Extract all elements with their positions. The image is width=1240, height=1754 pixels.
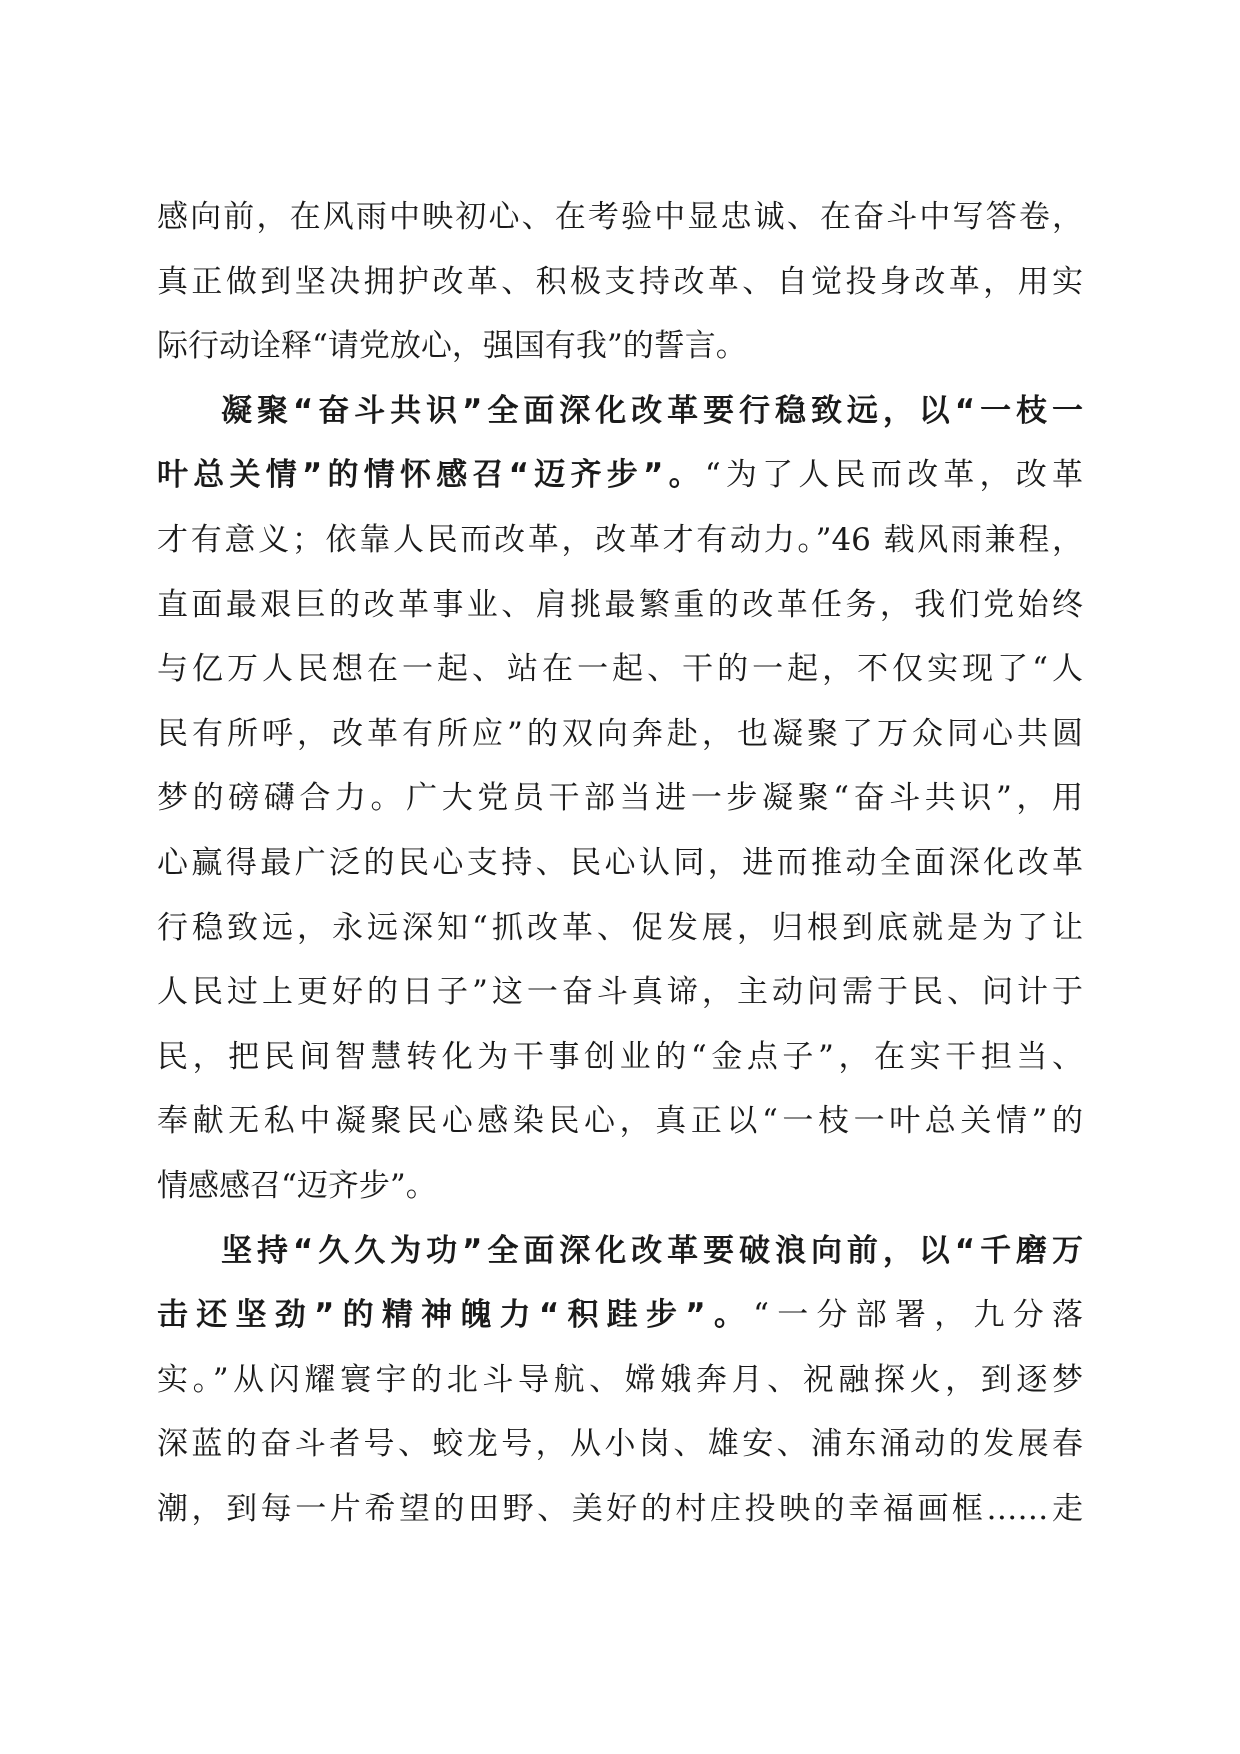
- body-line: 实。”从闪耀寰宇的北斗导航、嫦娥奔月、祝融探火，到逐梦: [157, 1361, 1083, 1398]
- body-line: 真正做到坚决拥护改革、积极支持改革、自觉投身改革，用实: [157, 263, 1083, 300]
- section-heading-line: [157, 443, 1083, 508]
- section-heading-text: 叶总关情”的情怀感召“迈齐步”。: [157, 457, 705, 494]
- section-heading-line: [157, 1219, 1083, 1284]
- section-heading-text: 凝聚“奋斗共识”全面深化改革要行稳致远，以“一枝一: [221, 392, 1083, 429]
- section-heading-line: [157, 379, 1083, 444]
- body-line: 行稳致远，永远深知“抓改革、促发展，归根到底就是为了让: [157, 909, 1083, 946]
- body-line: 奉献无私中凝聚民心感染民心，真正以“一枝一叶总关情”的: [157, 1103, 1083, 1140]
- body-text: “为了人民而改革，改革: [704, 457, 1083, 494]
- section-heading-text: 坚持“久久为功”全面深化改革要破浪向前，以“千磨万: [221, 1232, 1083, 1269]
- body-line: 深蓝的奋斗者号、蛟龙号，从小岗、雄安、浦东涌动的发展春: [157, 1426, 1083, 1463]
- body-line: 直面最艰巨的改革事业、肩挑最繁重的改革任务，我们党始终: [157, 586, 1083, 623]
- body-line: 梦的磅礴合力。广大党员干部当进一步凝聚“奋斗共识”，用: [157, 780, 1083, 817]
- body-line: 民，把民间智慧转化为干事创业的“金点子”，在实干担当、: [157, 1038, 1083, 1075]
- section-heading-line: [157, 1283, 1083, 1348]
- body-line: 情感感召“迈齐步”。: [157, 1167, 437, 1204]
- body-text: “一分部署，九分落: [753, 1297, 1083, 1334]
- section-heading-text: 击还坚劲”的精神魄力“积跬步”。: [157, 1297, 754, 1334]
- body-line: 潮，到每一片希望的田野、美好的村庄投映的幸福画框……走: [157, 1490, 1083, 1527]
- body-line: 际行动诠释“请党放心，强国有我”的誓言。: [157, 328, 747, 365]
- body-line: 感向前，在风雨中映初心、在考验中显忠诚、在奋斗中写答卷，: [157, 199, 1083, 235]
- document-body: [157, 185, 1083, 1541]
- body-line: 人民过上更好的日子”这一奋斗真谛，主动问需于民、问计于: [157, 974, 1083, 1011]
- body-line: 心赢得最广泛的民心支持、民心认同，进而推动全面深化改革: [157, 844, 1083, 881]
- body-line: 与亿万人民想在一起、站在一起、干的一起，不仅实现了“人: [157, 651, 1083, 688]
- body-line: 民有所呼，改革有所应”的双向奔赴，也凝聚了万众同心共圆: [157, 715, 1083, 752]
- body-line: 才有意义；依靠人民而改革，改革才有动力。”46 载风雨兼程，: [157, 521, 1083, 558]
